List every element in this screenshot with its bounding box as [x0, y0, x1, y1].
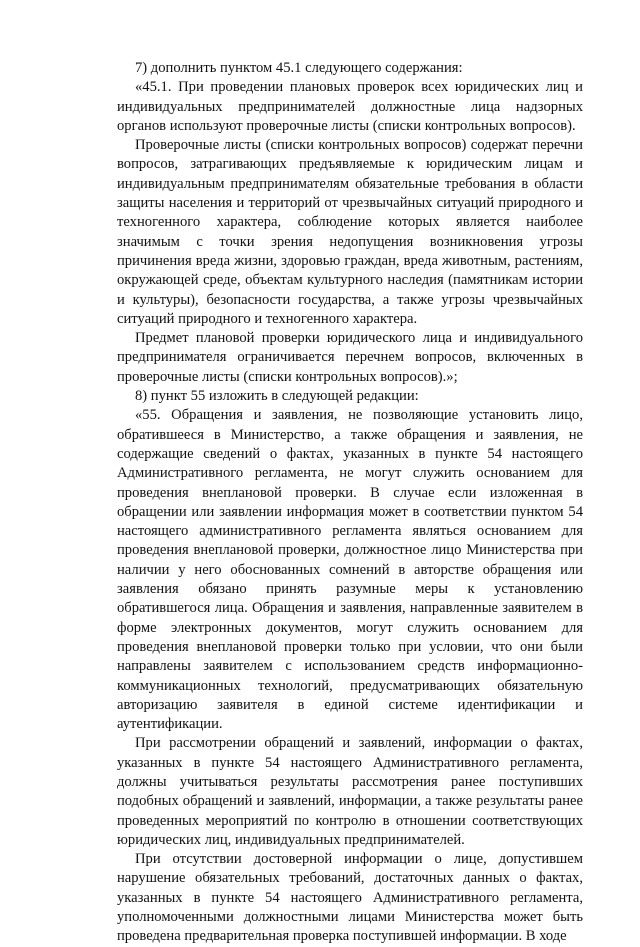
paragraph-point-45-1: «45.1. При проведении плановых проверок всех юридических лиц и индивидуальных предпринимателей должностные лица надзорных органов используют проверочные листы (списки контрольных вопросов). — [117, 79, 583, 134]
paragraph-item-7: 7) дополнить пунктом 45.1 следующего содержания: — [135, 60, 463, 76]
paragraph-preliminary-check: При отсутствии достоверной информации о лице, допустившем нарушение обязательных требований, достаточных данных о фактах, указанных в пункте 54 настоящего Административного регламента, уполномоченными должностными лицами Министерства может быть проведена предварительная проверка поступившей информации. В ходе — [117, 851, 583, 945]
paragraph-inspection-subject: Предмет плановой проверки юридического лица и индивидуального предпринимателя ограничивается перечнем вопросов, включенных в проверочные листы (списки контрольных вопросов).»; — [117, 330, 583, 385]
paragraph-consideration: При рассмотрении обращений и заявлений, информации о фактах, указанных в пункте 54 настоящего Административного регламента, должны учитываться результаты рассмотрения ранее поступивших подобных обращений и заявлений, информации, а также результаты ранее проведенных мероприятий по контролю в отношении соответствующих юридических лиц, индивидуальных предпринимателей. — [117, 735, 583, 848]
paragraph-checklists: Проверочные листы (списки контрольных вопросов) содержат перечни вопросов, затрагивающих предъявляемые к юридическим лицам и индивидуальным предпринимателям обязательные требования в области защиты населения и территорий от чрезвычайных ситуаций природного и техногенного характера, соблюдение которых является наиболее значимым с точки зрения недопущения возникновения угрозы причинения вреда жизни, здоровью граждан, вреда животным, растениям, окружающей среде, объектам культурного наследия (памятникам истории и культуры), безопасности государства, а также угрозы чрезвычайных ситуаций природного и техногенного характера. — [117, 137, 583, 327]
paragraph-point-55: «55. Обращения и заявления, не позволяющие установить лицо, обратившееся в Министерство, а также обращения и заявления, не содержащие сведений о фактах, указанных в пункте 54 настоящего Административного регламента, не могут служить основанием для проведения внеплановой проверки. В случае если изложенная в обращении или заявлении информация может в соответствии пунктом 54 настоящего административного регламента являться основанием для проведения внеплановой проверки, должностное лицо Министерства при наличии у него обоснованных сомнений в авторстве обращения или заявления обязано принять разумные меры к установлению обратившегося лица. Обращения и заявления, направленные заявителем в форме электронных документов, могут служить основанием для проведения внеплановой проверки только при условии, что они были направлены заявителем с использованием средств информационно-коммуникационных технологий, предусматривающих обязательную авторизацию заявителя в единой системе идентификации и аутентификации. — [117, 407, 583, 733]
paragraph-item-8: 8) пункт 55 изложить в следующей редакции: — [135, 388, 419, 405]
document-body — [117, 59, 583, 947]
